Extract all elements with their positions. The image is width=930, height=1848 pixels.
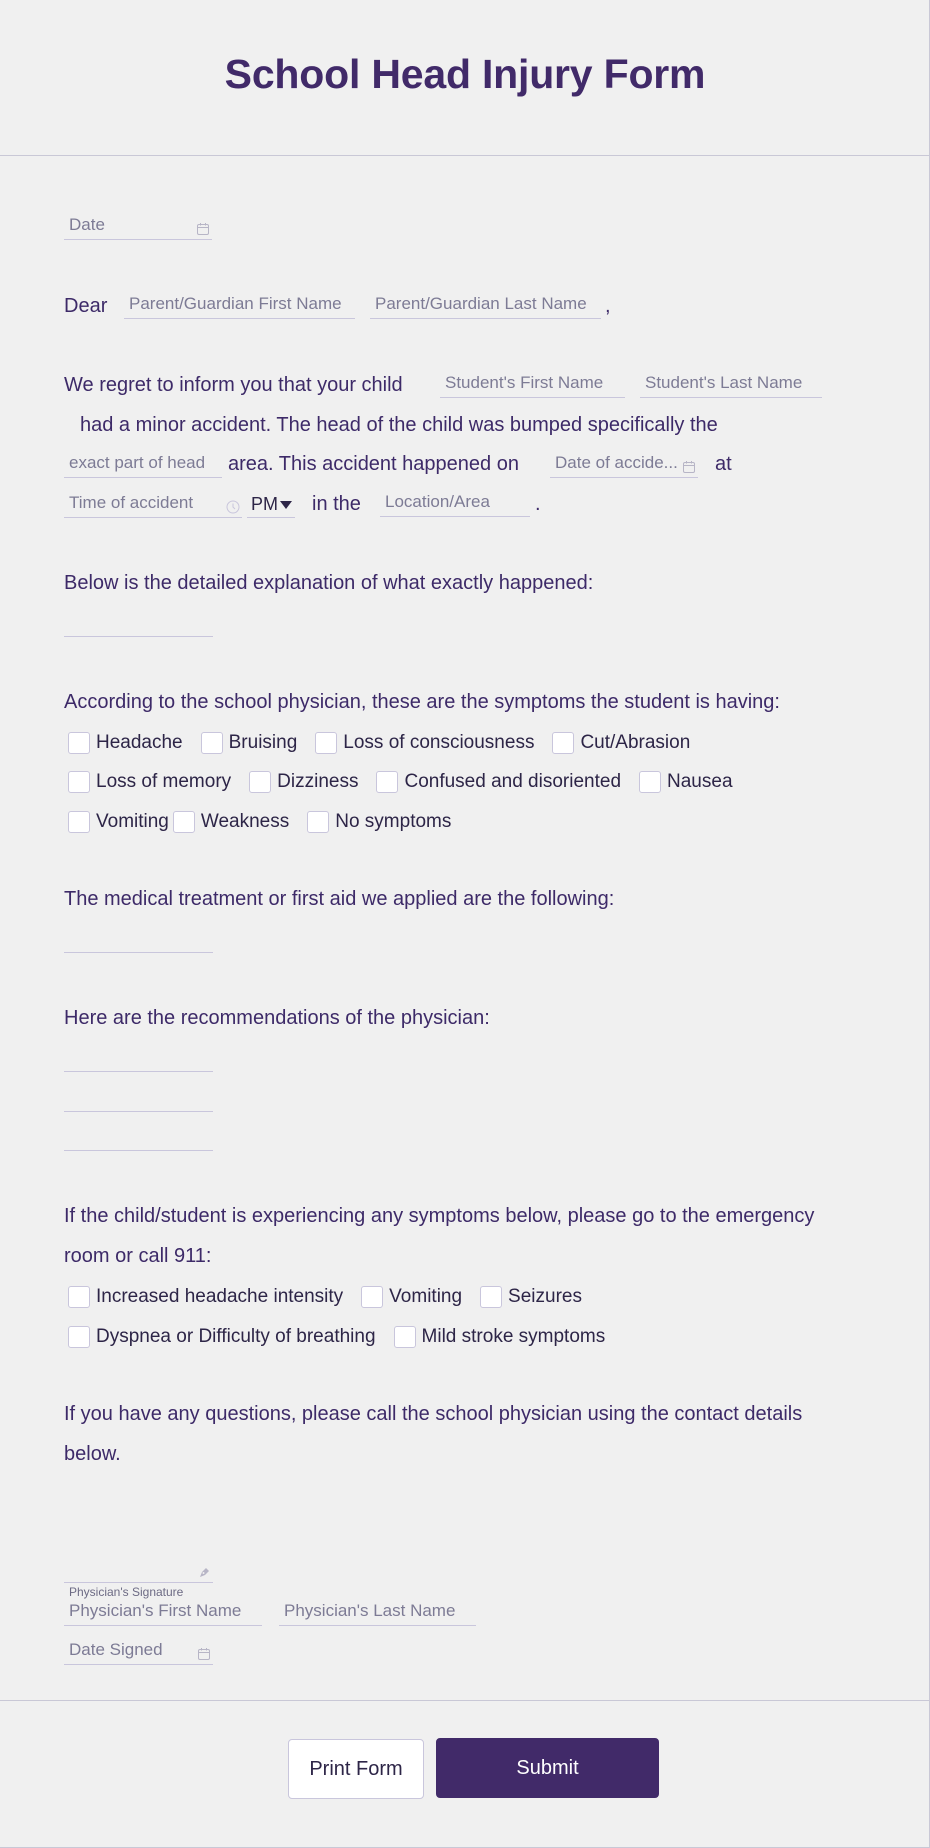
recommendation-input-1[interactable] bbox=[64, 1071, 213, 1072]
checkbox-box[interactable] bbox=[552, 732, 574, 754]
date-signed-placeholder: Date Signed bbox=[69, 1640, 163, 1659]
checkbox-label: Mild stroke symptoms bbox=[421, 1326, 606, 1347]
signature-label: Physician's Signature bbox=[69, 1585, 184, 1599]
parent-first-name-input[interactable] bbox=[124, 291, 355, 319]
checkbox-box[interactable] bbox=[68, 811, 90, 833]
date-placeholder: Date bbox=[69, 215, 105, 234]
checkbox-label: Vomiting bbox=[389, 1286, 463, 1307]
checkbox-label: Confused and disoriented bbox=[404, 771, 622, 792]
checkbox-increased-headache[interactable] bbox=[68, 1286, 343, 1308]
treatment-textarea[interactable] bbox=[64, 952, 213, 953]
checkbox-box[interactable] bbox=[639, 771, 661, 793]
emergency-label-line2: room or call 911: bbox=[64, 1245, 212, 1267]
comma: , bbox=[605, 295, 611, 317]
checkbox-headache[interactable] bbox=[68, 732, 183, 754]
checkbox-label: Weakness bbox=[200, 811, 290, 832]
checkbox-vomiting[interactable] bbox=[68, 811, 169, 833]
calendar-icon[interactable] bbox=[196, 218, 210, 232]
at-text: at bbox=[715, 453, 732, 475]
head-part-placeholder: exact part of head bbox=[69, 453, 206, 472]
checkbox-label: Increased headache intensity bbox=[96, 1286, 344, 1307]
checkbox-box[interactable] bbox=[68, 771, 90, 793]
recommendations-label: Here are the recommendations of the physician: bbox=[64, 1007, 490, 1029]
checkbox-dyspnea[interactable] bbox=[68, 1326, 376, 1348]
emergency-label-line1: If the child/student is experiencing any symptoms below, please go to the emergency bbox=[64, 1205, 815, 1227]
explanation-textarea[interactable] bbox=[64, 636, 213, 637]
ampm-selected-value: PM bbox=[251, 494, 278, 514]
student-first-name-placeholder: Student's First Name bbox=[445, 373, 604, 392]
checkbox-label: Bruising bbox=[228, 732, 298, 753]
checkbox-box[interactable] bbox=[68, 1286, 90, 1308]
checkbox-weakness[interactable] bbox=[173, 811, 289, 833]
checkbox-box[interactable] bbox=[307, 811, 329, 833]
page-title: School Head Injury Form bbox=[224, 51, 706, 97]
checkbox-nausea[interactable] bbox=[639, 771, 733, 793]
symptoms-row-3 bbox=[68, 808, 469, 836]
accident-time-input[interactable] bbox=[64, 490, 242, 518]
symptoms-label: According to the school physician, these are the symptoms the student is having: bbox=[64, 691, 780, 713]
checkbox-no-symptoms[interactable] bbox=[307, 811, 451, 833]
student-last-name-input[interactable] bbox=[640, 370, 822, 398]
accident-date-placeholder: Date of accide... bbox=[555, 453, 678, 472]
pen-icon bbox=[197, 1561, 211, 1575]
caret-down-icon bbox=[280, 501, 292, 509]
checkbox-label: No symptoms bbox=[335, 811, 452, 832]
physician-last-name-input[interactable] bbox=[279, 1598, 476, 1626]
checkbox-bruising[interactable] bbox=[201, 732, 298, 754]
checkbox-loss-of-consciousness[interactable] bbox=[315, 732, 534, 754]
checkbox-mild-stroke[interactable] bbox=[394, 1326, 606, 1348]
checkbox-dizziness[interactable] bbox=[249, 771, 358, 793]
print-form-button[interactable]: Print Form bbox=[288, 1739, 424, 1799]
checkbox-label: Vomiting bbox=[96, 811, 169, 832]
recommendation-input-2[interactable] bbox=[64, 1111, 213, 1112]
parent-last-name-input[interactable] bbox=[370, 291, 601, 319]
recommendation-input-3[interactable] bbox=[64, 1150, 213, 1151]
checkbox-box[interactable] bbox=[68, 732, 90, 754]
student-first-name-input[interactable] bbox=[440, 370, 625, 398]
location-input[interactable] bbox=[380, 489, 530, 517]
questions-line1: If you have any questions, please call the school physician using the contact details bbox=[64, 1403, 803, 1425]
student-last-name-placeholder: Student's Last Name bbox=[645, 373, 803, 392]
ampm-select[interactable] bbox=[247, 490, 295, 518]
date-input[interactable] bbox=[64, 212, 212, 240]
clock-icon bbox=[226, 496, 240, 510]
checkbox-label: Seizures bbox=[508, 1286, 582, 1307]
incident-line2-text: had a minor accident. The head of the child was bumped specifically the bbox=[80, 414, 718, 436]
checkbox-label: Headache bbox=[96, 732, 183, 753]
location-placeholder: Location/Area bbox=[385, 492, 490, 511]
checkbox-box[interactable] bbox=[68, 1326, 90, 1348]
checkbox-box[interactable] bbox=[394, 1326, 416, 1348]
checkbox-label: Loss of memory bbox=[96, 771, 232, 792]
in-the-text: in the bbox=[312, 493, 361, 515]
checkbox-seizures[interactable] bbox=[480, 1286, 582, 1308]
symptoms-row-2 bbox=[68, 768, 751, 796]
checkbox-box[interactable] bbox=[376, 771, 398, 793]
questions-line2: below. bbox=[64, 1443, 121, 1465]
checkbox-box[interactable] bbox=[480, 1286, 502, 1308]
date-signed-input[interactable] bbox=[64, 1637, 213, 1665]
accident-time-placeholder: Time of accident bbox=[69, 493, 194, 512]
checkbox-label: Nausea bbox=[667, 771, 733, 792]
submit-button[interactable]: Submit bbox=[436, 1738, 659, 1798]
checkbox-label: Cut/Abrasion bbox=[580, 732, 691, 753]
footer-divider bbox=[0, 1700, 930, 1701]
explanation-label: Below is the detailed explanation of what exactly happened: bbox=[64, 572, 594, 594]
checkbox-label: Dyspnea or Difficulty of breathing bbox=[96, 1326, 376, 1347]
signature-pad[interactable] bbox=[64, 1555, 213, 1583]
checkbox-emergency-vomiting[interactable] bbox=[361, 1286, 462, 1308]
checkbox-loss-of-memory[interactable] bbox=[68, 771, 231, 793]
parent-last-name-placeholder: Parent/Guardian Last Name bbox=[375, 294, 587, 313]
physician-first-name-placeholder: Physician's First Name bbox=[69, 1601, 242, 1620]
incident-intro-text: We regret to inform you that your child bbox=[64, 374, 403, 396]
checkbox-box[interactable] bbox=[173, 811, 195, 833]
checkbox-box[interactable] bbox=[249, 771, 271, 793]
checkbox-box[interactable] bbox=[201, 732, 223, 754]
head-part-input[interactable] bbox=[64, 450, 222, 478]
treatment-label: The medical treatment or first aid we applied are the following: bbox=[64, 888, 615, 910]
calendar-icon[interactable] bbox=[682, 456, 696, 470]
emergency-row-1 bbox=[68, 1283, 600, 1311]
checkbox-label: Loss of consciousness bbox=[343, 732, 535, 753]
physician-first-name-input[interactable] bbox=[64, 1598, 262, 1626]
checkbox-box[interactable] bbox=[315, 732, 337, 754]
checkbox-confused-disoriented[interactable] bbox=[376, 771, 621, 793]
checkbox-box[interactable] bbox=[361, 1286, 383, 1308]
calendar-icon[interactable] bbox=[197, 1643, 211, 1657]
physician-last-name-placeholder: Physician's Last Name bbox=[284, 1601, 456, 1620]
emergency-row-2 bbox=[68, 1323, 623, 1351]
accident-date-input[interactable] bbox=[550, 450, 698, 478]
checkbox-label: Dizziness bbox=[277, 771, 359, 792]
symptoms-row-1 bbox=[68, 729, 708, 757]
checkbox-cut-abrasion[interactable] bbox=[552, 732, 690, 754]
dear-label: Dear bbox=[64, 295, 108, 317]
incident-line3-text: area. This accident happened on bbox=[228, 453, 519, 475]
period: . bbox=[535, 493, 541, 515]
parent-first-name-placeholder: Parent/Guardian First Name bbox=[129, 294, 342, 313]
